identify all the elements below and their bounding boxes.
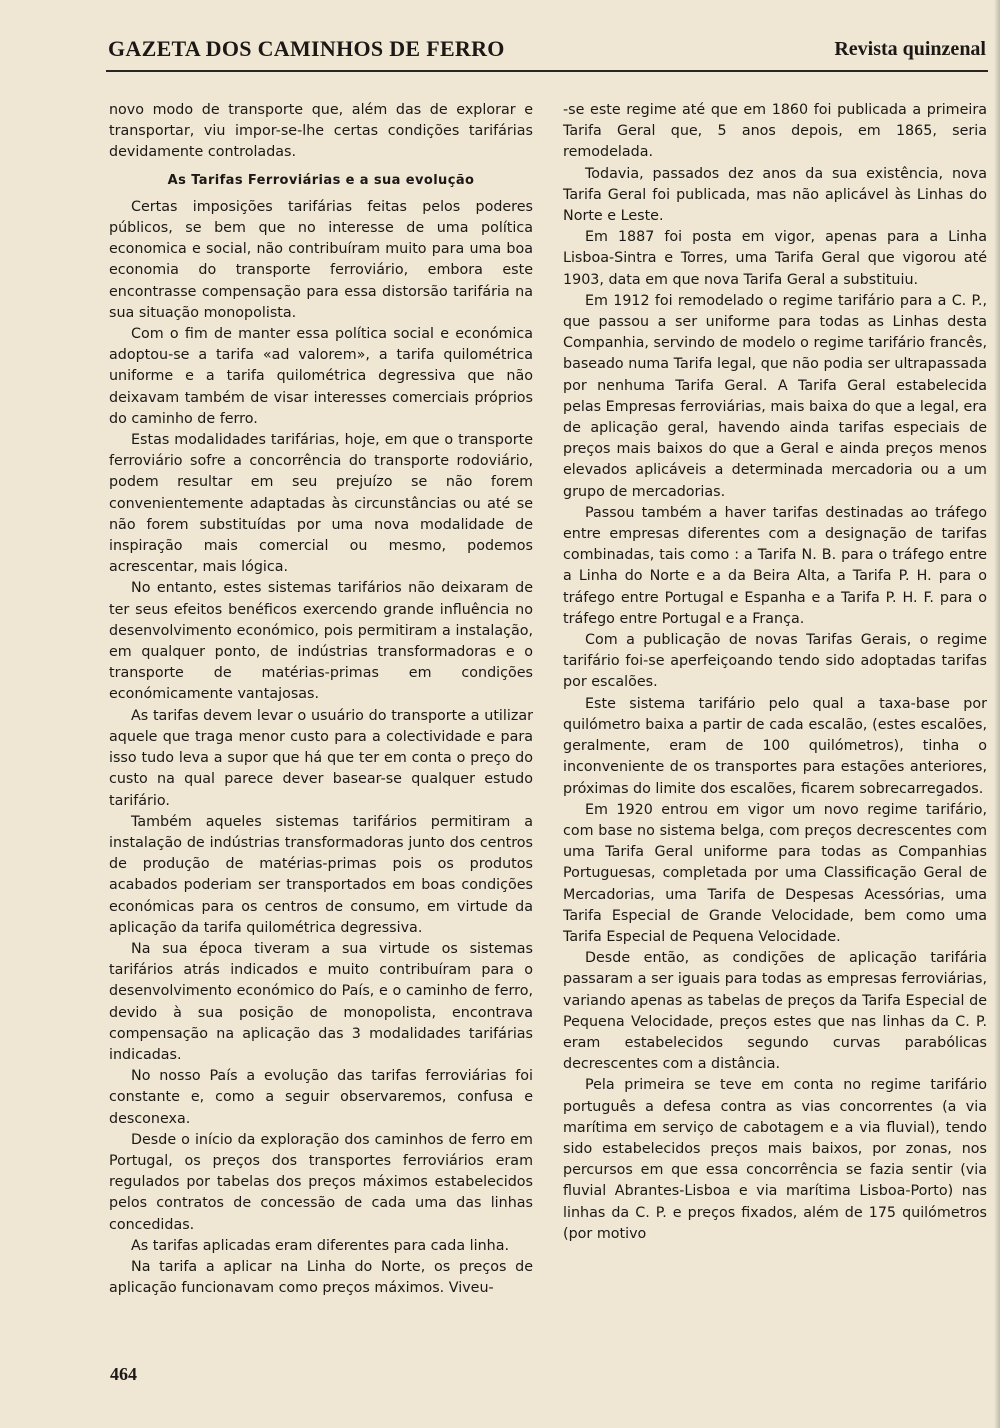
paragraph: Na sua época tiveram a sua virtude os sistemas tarifários atrás indicados e muito contribuíram para o desenvolvimento económico do País, e o caminho de ferro, devido à sua posição de monopolista, encontrava compensação na aplicação das 3 modalidades tarifárias indicadas. bbox=[109, 940, 533, 1063]
paragraph: As tarifas aplicadas eram diferentes para cada linha. bbox=[131, 1237, 510, 1254]
paragraph: novo modo de transporte que, além das de explorar e transportar, viu impor-se-lhe certas condições tarifárias devidamente controladas. bbox=[109, 102, 533, 161]
left-column bbox=[109, 100, 533, 1299]
right-column bbox=[563, 100, 987, 1245]
page-number: 464 bbox=[110, 1364, 137, 1384]
paragraph: Em 1887 foi posta em vigor, apenas para a Linha Lisboa-Sintra e Torres, uma Tarifa Geral que vigorou até 1903, data em que nova Tarifa Geral a substituiu. bbox=[563, 229, 987, 288]
paragraph: Este sistema tarifário pelo qual a taxa-base por quilómetro baixa a partir de cada escalão, (estes escalões, geralmente, eram de 100 quilómetros), tinha o inconveniente de os transportes para estações anteriores, próximas do limite dos escalões, ficarem sobrecarregados. bbox=[563, 695, 987, 797]
journal-subtitle: Revista quinzenal bbox=[834, 38, 986, 60]
paragraph: Com o fim de manter essa política social e económica adoptou-se a tarifa «ad valorem», a tarifa quilométrica uniforme e a tarifa quilométrica degressiva que não deixavam também de visar interesses comerciais próprios do caminho de ferro. bbox=[109, 326, 533, 427]
paragraph: Em 1920 entrou em vigor um novo regime tarifário, com base no sistema belga, com preços decrescentes com uma Tarifa Geral uniforme para todas as Companhias Portuguesas, completada por uma Classificação Geral de Mercadorias, uma Tarifa de Despesas Acessórias, uma Tarifa Especial de Grande Velocidade, bem como uma Tarifa Especial de Pequena Velocidade. bbox=[563, 801, 987, 945]
paragraph: Desde o início da exploração dos caminhos de ferro em Portugal, os preços dos transportes ferroviários eram regulados por tabelas dos preços máximos estabelecidos pelos contratos de concessão de cada uma das linhas concedidas. bbox=[109, 1131, 533, 1233]
paragraph: Na tarifa a aplicar na Linha do Norte, os preços de aplicação funcionavam como preços máximos. Viveu- bbox=[109, 1258, 533, 1297]
paragraph: Com a publicação de novas Tarifas Gerais, o regime tarifário foi-se aperfeiçoando tendo sido adoptadas tarifas por escalões. bbox=[563, 632, 987, 691]
paragraph: -se este regime até que em 1860 foi publicada a primeira Tarifa Geral que, 5 anos depois, em 1865, seria remodelada. bbox=[563, 102, 987, 161]
page-edge-shadow bbox=[994, 0, 1000, 1428]
paragraph: No entanto, estes sistemas tarifários não deixaram de ter seus efeitos benéficos exercendo grande influência no desenvolvimento económico, pois permitiram a instalação, em qualquer ponto, de indústrias transformadoras e o transporte de matérias-primas em condições económicamente vantajosas. bbox=[109, 580, 533, 703]
paragraph: Em 1912 foi remodelado o regime tarifário para a C. P., que passou a ser uniforme para todas as Linhas desta Companhia, servindo de modelo o regime tarifário francês, baseado numa Tarifa legal, que não podia ser ultrapassada por nenhuma Tarifa Geral. A Tarifa Geral estabelecida pelas Empresas ferroviárias, mais baixa do que a legal, era de aplicação geral, havendo ainda tarifas especiais de preços mais baixos do que a Geral e ainda preços menos elevados aplicáveis a determinada mercadoria ou a um grupo de mercadorias. bbox=[563, 292, 987, 500]
section-heading: As Tarifas Ferroviárias e a sua evolução bbox=[167, 172, 475, 188]
paragraph: No nosso País a evolução das tarifas ferroviárias foi constante e, como a seguir observaremos, confusa e desconexa. bbox=[109, 1068, 533, 1127]
paragraph: Também aqueles sistemas tarifários permitiram a instalação de indústrias transformadoras junto dos centros de produção de matérias-primas pois os produtos acabados poderiam ser transportados em boas condições económicas para os centros de consumo, em virtude da aplicação da tarifa quilométrica degressiva. bbox=[109, 813, 533, 936]
paragraph: As tarifas devem levar o usuário do transporte a utilizar aquele que traga menor custo para a colectividade e para isso tudo leva a supor que há que ter em conta o preço do custo na qual parece dever basear-se qualquer estudo tarifário. bbox=[109, 707, 533, 809]
paragraph: Passou também a haver tarifas destinadas ao tráfego entre empresas diferentes com a designação de tarifas combinadas, tais como : a Tarifa N. B. para o tráfego entre a Linha do Norte e a da Beira Alta, a Tarifa P. H. para o tráfego entre Portugal e Espanha e a Tarifa P. H. F. para o tráfego entre Portugal e a França. bbox=[563, 504, 987, 627]
paragraph: Todavia, passados dez anos da sua existência, nova Tarifa Geral foi publicada, mas não aplicável às Linhas do Norte e Leste. bbox=[563, 165, 987, 225]
paragraph: Certas imposições tarifárias feitas pelos poderes públicos, se bem que no interesse de uma política economica e social, não contribuíram muito para uma boa economia do transporte ferroviário, embora este encontrasse compensação para essa distorsão tarifária na sua situação monopolista. bbox=[109, 198, 533, 321]
paragraph: Estas modalidades tarifárias, hoje, em que o transporte ferroviário sofre a concorrência do transporte rodoviário, podem resultar em seu prejuízo se não forem convenientemente adaptadas às circunstâncias ou até se não forem substituídas por uma nova modalidade de inspiração mais comercial ou mesmo, podemos acrescentar, mais lógica. bbox=[109, 432, 533, 576]
header-rule bbox=[106, 70, 988, 72]
journal-title: GAZETA DOS CAMINHOS DE FERRO bbox=[108, 36, 505, 61]
paragraph: Desde então, as condições de aplicação tarifária passaram a ser iguais para todas as empresas ferroviárias, variando apenas as tabelas de preços da Tarifa Especial de Pequena Velocidade, preços estes que nas linhas da C. P. eram estabelecidos segundo curvas parabólicas decrescentes com a distância. bbox=[563, 950, 987, 1073]
paragraph: Pela primeira se teve em conta no regime tarifário português a defesa contra as vias concorrentes (a via marítima em serviço de cabotagem e a via fluvial), tendo sido estabelecidos preços mais baixos, por zonas, nos percursos em que essa concorrência se fazia sentir (via fluvial Abrantes-Lisboa e via marítima Lisboa-Porto) nas linhas da C. P. e preços fixados, além de 175 quilómetros (por motivo bbox=[563, 1077, 987, 1242]
